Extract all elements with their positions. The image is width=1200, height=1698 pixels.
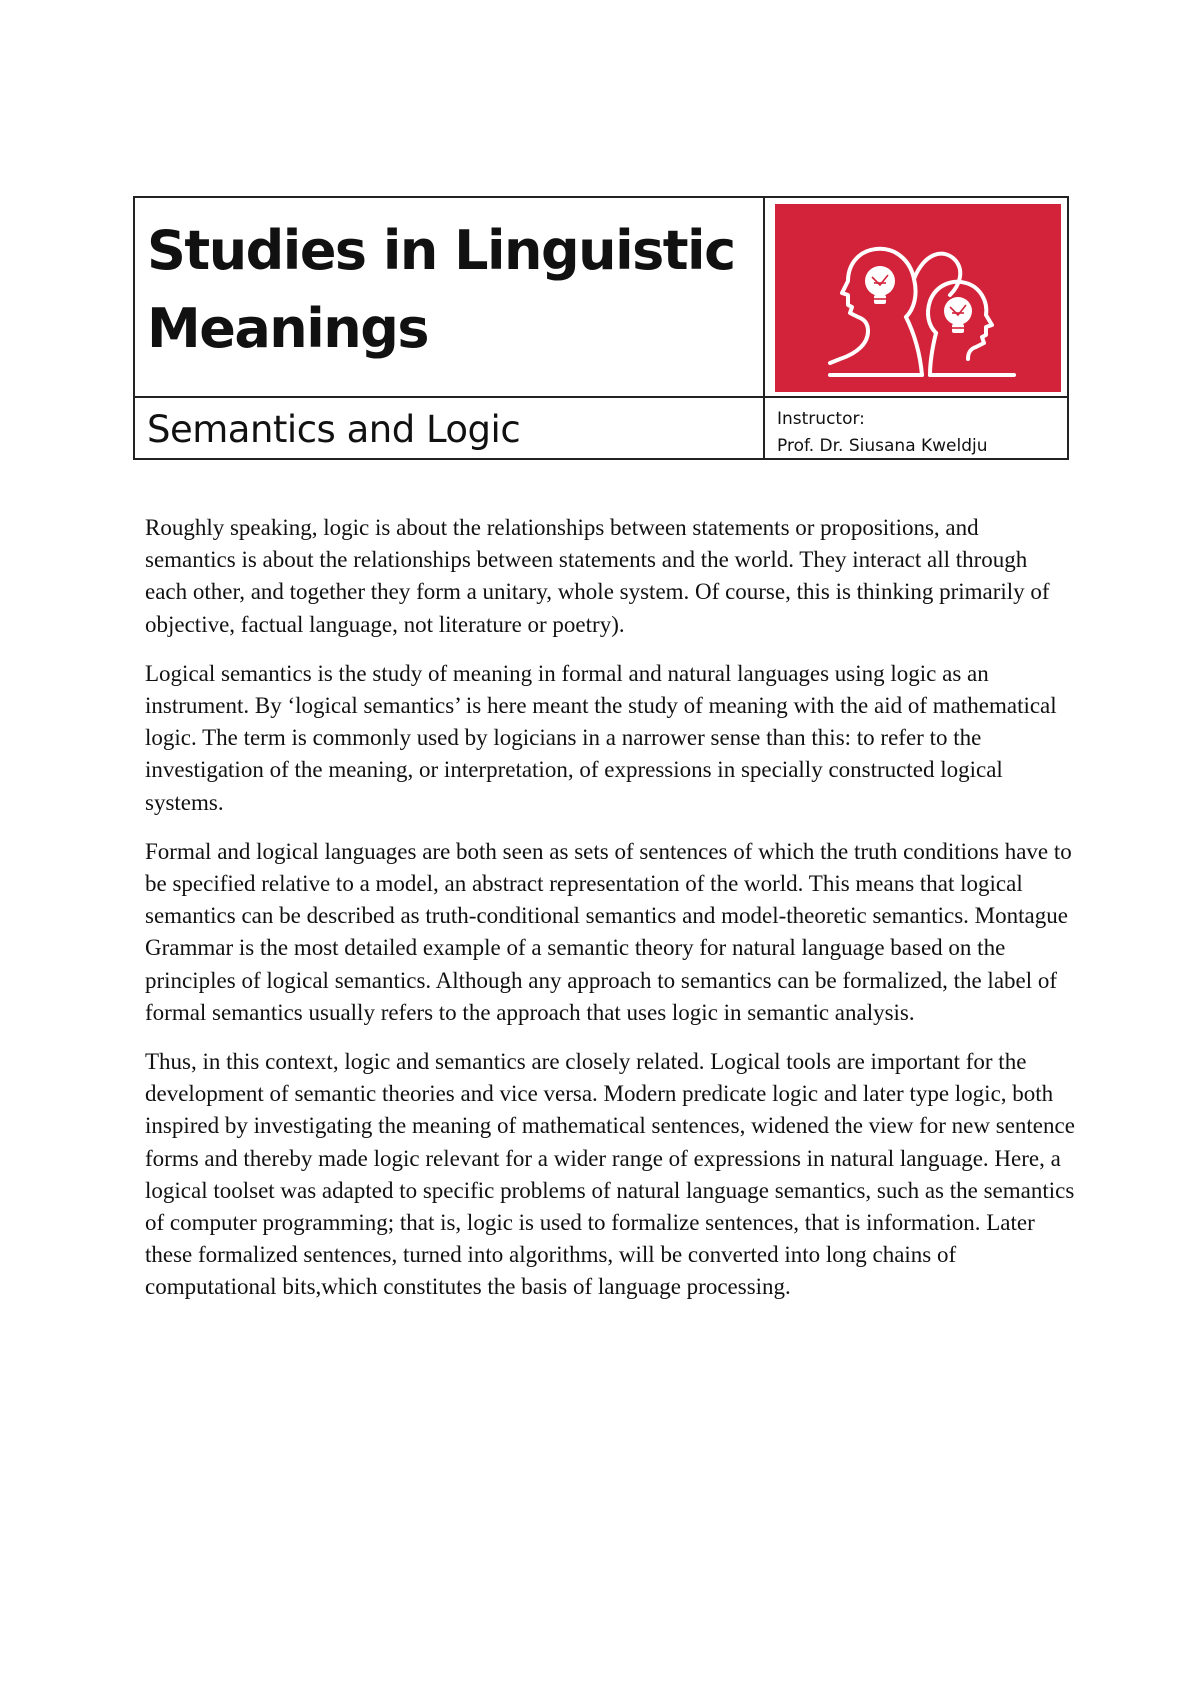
logo-panel [775,204,1061,392]
instructor-name: Prof. Dr. Siusana Kweldju [777,436,988,456]
subtitle-cell [135,398,765,460]
title-line-1: Studies in Linguistic [147,219,735,282]
title-line-2: Meanings [147,297,428,360]
paragraph-4: Thus, in this context, logic and semantics are closely related. Logical tools are important for the development of semantic theories and vice versa. Modern predicate logic and later type logic, both inspired by investigating the meaning of mathematical sentences, widened the view for new sentence forms and thereby made logic relevant for a wider range of expressions in natural language. Here, a logical toolset was adapted to specific problems of natural language semantics, such as the semantics of computer programming; that is, logic is used to formalize sentences, that is information. Later these formalized sentences, turned into algorithms, will be converted into long chains of computational bits,which constitutes the basis of language processing. [145,1049,1075,1300]
title-cell [135,198,765,398]
document-body [145,512,1075,1321]
logo-cell [765,198,1067,398]
page-subtitle: Semantics and Logic [147,408,521,451]
two-heads-lightbulb-icon [818,213,1018,383]
page-title [147,212,763,368]
instructor-label: Instructor: [777,409,865,429]
document-header [133,196,1069,460]
paragraph-3: Formal and logical languages are both seen as sets of sentences of which the truth conditions have to be specified relative to a model, an abstract representation of the world. This means that logical semantics can be described as truth-conditional semantics and model-theoretic semantics. Montague Grammar is the most detailed example of a semantic theory for natural language based on the principles of logical semantics. Although any approach to semantics can be formalized, the label of formal semantics usually refers to the approach that uses logic in semantic analysis. [145,838,1072,1025]
instructor-cell [765,398,1067,460]
paragraph-2: Logical semantics is the study of meaning in formal and natural languages using logic as an instrument. By ‘logical semantics’ is here meant the study of meaning with the aid of mathematical logic. The term is commonly used by logicians in a narrower sense than this: to refer to the investigation of the meaning, or interpretation, of expressions in specially constructed logical systems. [145,660,1057,815]
paragraph-1: Roughly speaking, logic is about the relationships between statements or propositions, and semantics is about the relationships between statements and the world. They interact all through each other, and together they form a unitary, whole system. Of course, this is thinking primarily of objective, factual language, not literature or poetry). [145,515,1050,637]
